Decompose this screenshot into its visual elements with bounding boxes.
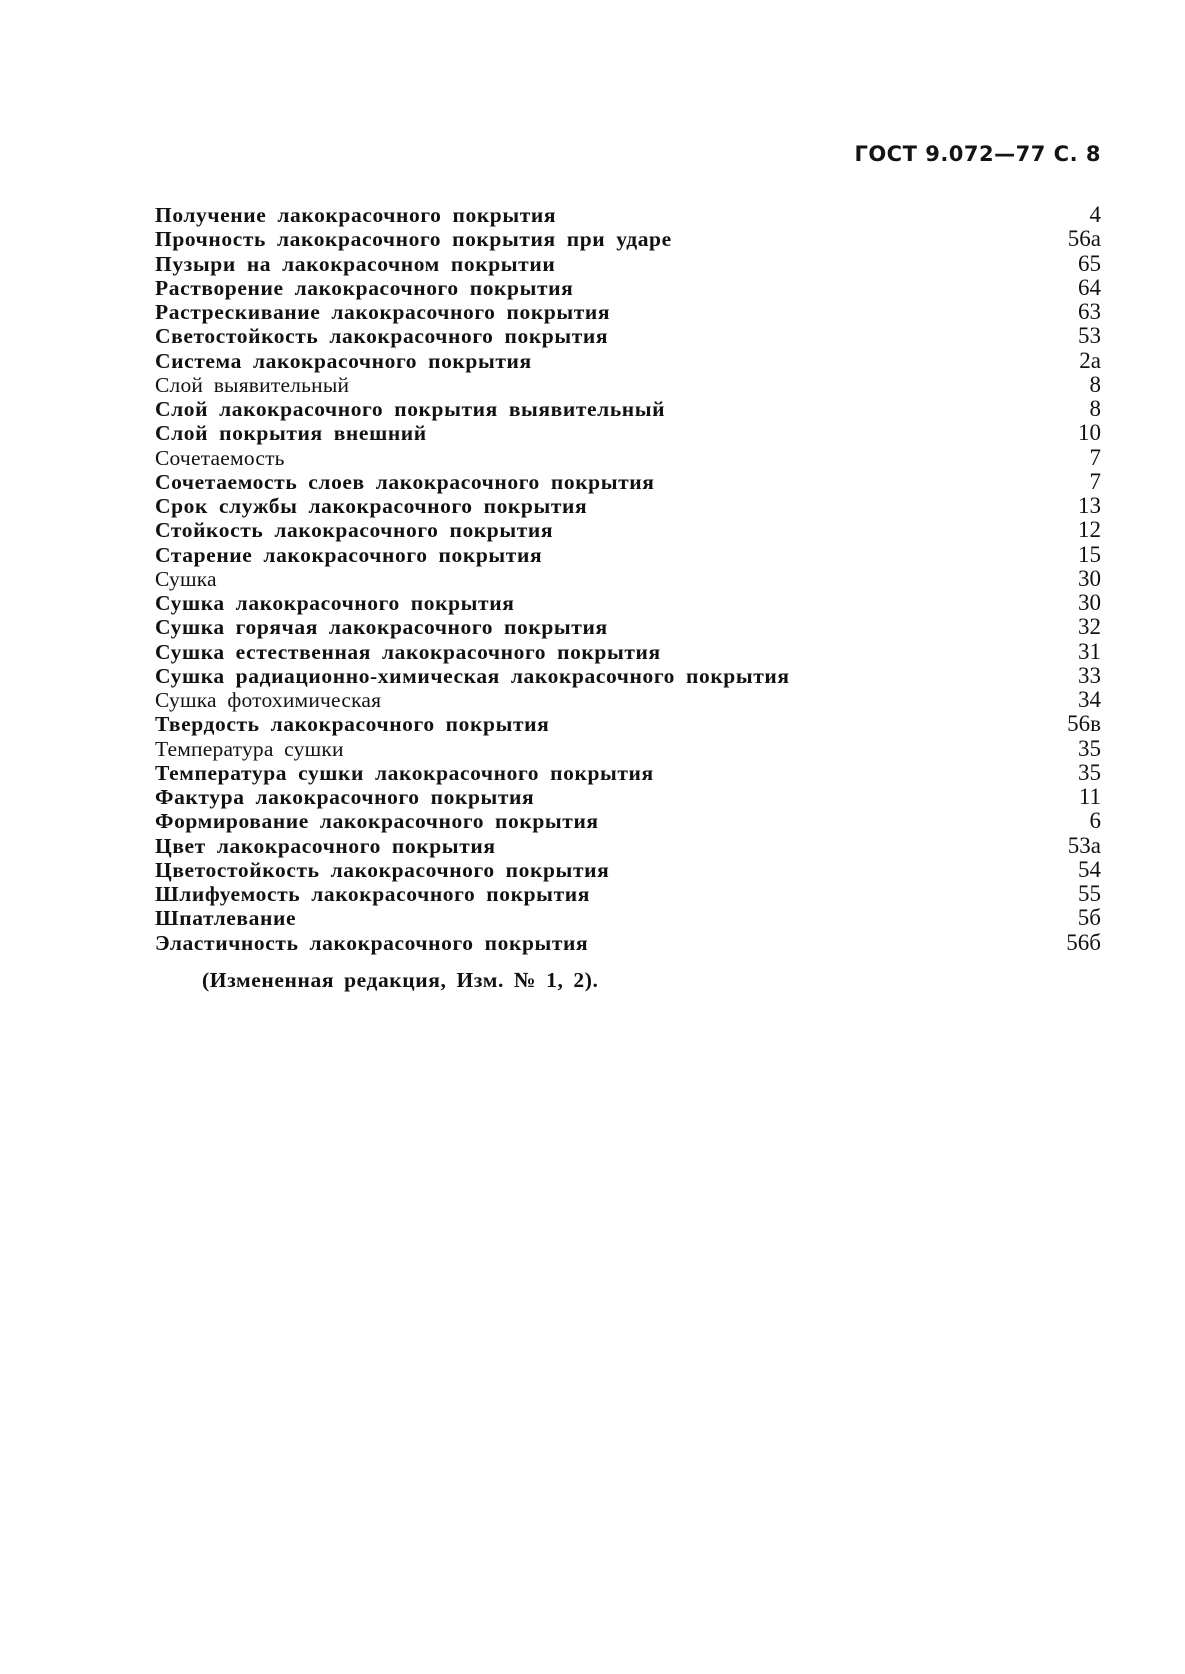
- index-entry: [155, 906, 1101, 930]
- index-term: Сушка: [155, 566, 217, 591]
- index-term: Шпатлевание: [155, 906, 297, 931]
- index-entry: [155, 446, 1101, 470]
- index-term: Цвет лакокрасочного покрытия: [155, 833, 496, 858]
- index-term: Светостойкость лакокрасочного покрытия: [155, 324, 609, 349]
- index-reference-number: 30: [1078, 565, 1101, 591]
- index-entry: [155, 349, 1101, 373]
- index-reference-number: 54: [1078, 856, 1101, 882]
- index-reference-number: 34: [1078, 687, 1101, 712]
- index-entry: [155, 470, 1101, 494]
- index-term: Цветостойкость лакокрасочного покрытия: [155, 857, 610, 882]
- page-header: ГОСТ 9.072—77 С. 8: [854, 142, 1101, 166]
- index-reference-number: 13: [1078, 493, 1101, 518]
- index-reference-number: 11: [1078, 784, 1101, 809]
- index-entry: [155, 567, 1101, 591]
- index-entry: [155, 397, 1101, 421]
- index-reference-number: 30: [1078, 590, 1101, 615]
- index-entry: [155, 324, 1101, 348]
- index-entry: [155, 518, 1101, 542]
- index-reference-number: 56б: [1066, 929, 1101, 955]
- index-term: Сочетаемость слоев лакокрасочного покрытия: [155, 469, 655, 494]
- index-term: Срок службы лакокрасочного покрытия: [155, 494, 588, 518]
- index-entry: [155, 421, 1101, 445]
- index-reference-number: 6: [1089, 808, 1101, 834]
- index-reference-number: 55: [1078, 881, 1101, 906]
- index-term: Сушка горячая лакокрасочного покрытия: [155, 615, 608, 640]
- index-term: Температура сушки: [155, 736, 344, 761]
- index-term: Старение лакокрасочного покрытия: [155, 542, 543, 567]
- index-term: Слой выявительный: [155, 372, 350, 397]
- index-reference-number: 53: [1078, 323, 1101, 349]
- index-entry: [155, 809, 1101, 833]
- index-reference-number: 33: [1078, 662, 1101, 688]
- index-term: Формирование лакокрасочного покрытия: [155, 809, 599, 834]
- index-term: Система лакокрасочного покрытия: [155, 348, 532, 373]
- index-term: Слой лакокрасочного покрытия выявительный: [155, 397, 666, 421]
- index-reference-number: 35: [1078, 735, 1101, 761]
- index-entry: [155, 640, 1101, 664]
- index-term: Сочетаемость: [155, 445, 285, 470]
- index-entry: [155, 761, 1101, 785]
- index-entry: [155, 712, 1101, 736]
- index-term: Слой покрытия внешний: [155, 421, 427, 446]
- index-term: Растрескивание лакокрасочного покрытия: [155, 300, 611, 324]
- index-term: Получение лакокрасочного покрытия: [155, 203, 557, 227]
- index-entry: [155, 227, 1101, 251]
- index-entry: [155, 252, 1101, 276]
- index-entry: [155, 591, 1101, 615]
- index-reference-number: 15: [1078, 541, 1101, 567]
- index-entry: [155, 834, 1101, 858]
- index-reference-number: 32: [1078, 614, 1101, 640]
- index-term: Сушка естественная лакокрасочного покрытия: [155, 639, 661, 664]
- index-reference-number: 56в: [1067, 711, 1101, 737]
- index-entry: [155, 737, 1101, 761]
- index-entry: [155, 276, 1101, 300]
- index-reference-number: 63: [1078, 299, 1101, 324]
- index-term: Растворение лакокрасочного покрытия: [155, 275, 574, 300]
- index-reference-number: 2а: [1079, 347, 1101, 373]
- index-reference-number: 12: [1078, 517, 1101, 543]
- index-term: Сушка фотохимическая: [155, 688, 382, 712]
- index-reference-number: 8: [1089, 396, 1101, 421]
- index-reference-number: 5б: [1077, 905, 1101, 931]
- index-reference-number: 31: [1078, 638, 1101, 664]
- index-reference-number: 10: [1078, 420, 1101, 446]
- index-reference-number: 64: [1078, 274, 1101, 300]
- index-term: Сушка лакокрасочного покрытия: [155, 591, 515, 615]
- index-reference-number: 7: [1089, 468, 1101, 494]
- index-entry: [155, 931, 1101, 955]
- index-reference-number: 56а: [1067, 226, 1101, 252]
- index-term: Прочность лакокрасочного покрытия при ударе: [155, 227, 672, 252]
- index-entry: [155, 688, 1101, 712]
- index-reference-number: 65: [1078, 250, 1101, 276]
- index-term: Температура сушки лакокрасочного покрытия: [155, 760, 654, 785]
- index-entry: [155, 882, 1101, 906]
- index-entry: [155, 664, 1101, 688]
- index-term: Стойкость лакокрасочного покрытия: [155, 518, 554, 543]
- index-entry: [155, 494, 1101, 518]
- index-term: Твердость лакокрасочного покрытия: [155, 712, 550, 737]
- alphabetical-index: [155, 203, 1101, 955]
- index-entry: [155, 300, 1101, 324]
- index-term: Фактура лакокрасочного покрытия: [155, 785, 535, 809]
- index-entry: [155, 785, 1101, 809]
- amendment-note: (Измененная редакция, Изм. № 1, 2).: [202, 968, 599, 992]
- index-entry: [155, 615, 1101, 639]
- index-reference-number: 8: [1089, 371, 1101, 397]
- index-reference-number: 35: [1078, 759, 1101, 785]
- index-entry: [155, 543, 1101, 567]
- index-entry: [155, 203, 1101, 227]
- index-reference-number: 4: [1089, 202, 1101, 227]
- index-reference-number: 7: [1089, 444, 1101, 470]
- index-entry: [155, 858, 1101, 882]
- index-reference-number: 53а: [1067, 832, 1101, 858]
- index-term: Эластичность лакокрасочного покрытия: [155, 930, 589, 955]
- index-term: Сушка радиационно-химическая лакокрасочного покрытия: [155, 663, 790, 688]
- index-term: Пузыри на лакокрасочном покрытии: [155, 251, 556, 276]
- index-term: Шлифуемость лакокрасочного покрытия: [155, 882, 590, 906]
- index-entry: [155, 373, 1101, 397]
